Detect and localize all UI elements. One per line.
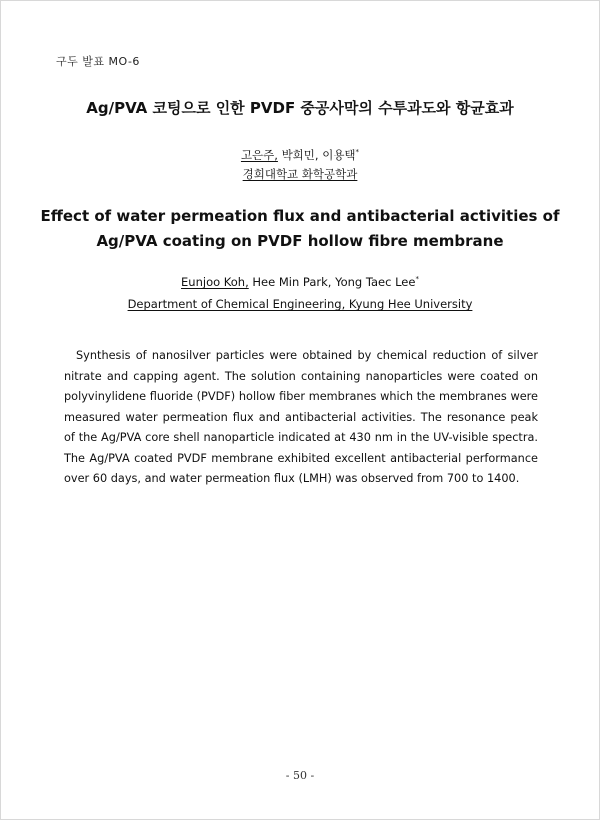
page-number: - 50 -: [285, 769, 315, 782]
korean-first-author: 고은주,: [240, 148, 278, 162]
english-authors: [1, 275, 599, 289]
korean-coauthors: 박희민, 이용택: [277, 148, 356, 162]
english-title-line-2: Ag/PVA coating on PVDF hollow fibre membrane: [96, 232, 504, 250]
korean-authors: [1, 147, 599, 163]
korean-corresponding-mark: *: [355, 148, 360, 157]
session-code: 구두 발표 MO-6: [56, 55, 140, 68]
korean-affiliation: 경희대학교 화학공학과: [242, 167, 358, 181]
abstract-text: Synthesis of nanosilver particles were obtained by chemical reduction of silver nitrate and capping agent. The solution containing nanoparticles were coated on polyvinylidene fluoride (PVDF) hollow fiber membranes which the membranes were measured water permeation flux and antibacterial activities. The resonance peak of the Ag/PVA core shell nanoparticle indicated at 430 nm in the UV-visible spectra. The Ag/PVA coated PVDF membrane exhibited excellent antibacterial performance over 60 days, and water permeation flux (LMH) was observed from 700 to 1400.: [64, 349, 538, 486]
english-title: [1, 204, 599, 254]
english-corresponding-mark: *: [415, 275, 419, 284]
english-first-author: Eunjoo Koh,: [181, 275, 249, 289]
korean-title: Ag/PVA 코팅으로 인한 PVDF 중공사막의 수투과도와 항균효과: [86, 99, 514, 117]
english-coauthors: Hee Min Park, Yong Taec Lee: [248, 275, 416, 289]
english-title-line-1: Effect of water permeation flux and antibacterial activities of: [40, 207, 560, 225]
english-affiliation: Department of Chemical Engineering, Kyung Hee University: [127, 297, 473, 311]
